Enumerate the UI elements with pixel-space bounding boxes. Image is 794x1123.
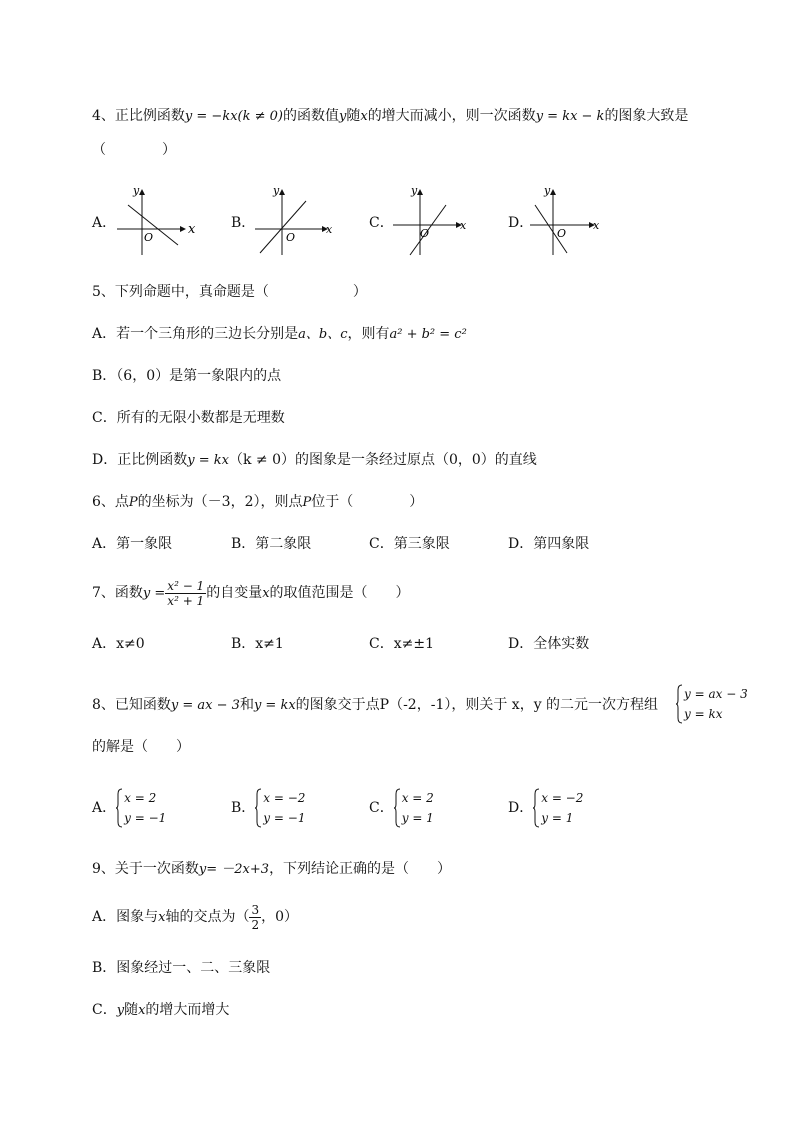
q5-a-text: A．若一个三角形的三边长分别是: [92, 326, 299, 342]
q8-option-label: A．: [92, 800, 117, 816]
q8-system-row-1: y = ax − 3: [684, 687, 748, 701]
question-4: [92, 107, 688, 126]
q9-option-a: [92, 900, 298, 936]
q8-option-row: x = 2: [124, 791, 157, 805]
q8-option-system: [533, 788, 583, 828]
q7-option-b: B．x≠1: [231, 636, 284, 652]
q6-point-p: P: [128, 495, 138, 510]
q4-text: 的增大而减小，则一次函数: [367, 108, 536, 124]
origin-label: O: [144, 231, 154, 244]
q9-text: 9、关于一次函数: [92, 861, 199, 877]
q9-c-text: 的增大而增大: [145, 1002, 230, 1018]
question-6: [92, 493, 423, 512]
y-axis-label: y: [544, 184, 551, 197]
q6-option-d: D．第四象限: [508, 536, 590, 552]
q9-option-b: B．图象经过一、二、三象限: [92, 960, 271, 976]
q4-text: 随: [346, 108, 361, 124]
q9-a-var-x: x: [158, 910, 166, 925]
q9-c-var-x: x: [138, 1003, 146, 1018]
origin-label: O: [286, 231, 296, 244]
x-axis-label: x: [593, 219, 600, 232]
q9-c-text: 随: [124, 1002, 139, 1018]
q7-denominator: x² + 1: [167, 593, 205, 608]
q8-option-row: x = −2: [541, 791, 584, 805]
q8-option-b: [231, 788, 305, 828]
q9-c-var-y: y: [116, 1003, 125, 1018]
q8-func-1: y = ax − 3: [170, 698, 240, 713]
q7-text: 的自变量: [206, 585, 263, 601]
q4-expr-proportional: y = −kx(k ≠ 0): [184, 109, 283, 124]
q4-var-x: x: [360, 109, 368, 124]
q8-text: 8、已知函数: [92, 697, 171, 713]
q8-option-label: D．: [508, 800, 534, 816]
q4-option-d-graph: [525, 183, 610, 258]
q8-option-system: [394, 788, 434, 828]
brace-icon: [676, 684, 682, 724]
q9-c-text: C．: [92, 1002, 117, 1018]
q8-text: 的图象交于点P（-2，-1），则关于 x，y 的二元一次方程组: [295, 697, 659, 713]
q5-option-d: [92, 451, 537, 470]
q4-option-b-label: B．: [231, 215, 256, 231]
brace-icon: [116, 788, 122, 828]
q9-a-text: 轴的交点为（: [165, 909, 250, 925]
q5-d-text: D．正比例函数: [92, 452, 188, 468]
q9-option-c: [92, 1001, 229, 1020]
q6-point-p: P: [302, 495, 312, 510]
q5-option-a: [92, 325, 467, 344]
q6-text: 6、点: [92, 494, 129, 510]
q7-text: 的取值范围是（ ）: [269, 585, 410, 601]
q4-option-c-label: C．: [369, 215, 394, 231]
y-axis-label: y: [133, 184, 140, 197]
q8-equation-system: [676, 684, 748, 724]
q4-option-b-graph: [250, 183, 335, 258]
q4-text: 正比例函数: [114, 108, 185, 124]
x-axis-label: x: [326, 223, 333, 236]
q6-option-c: C．第三象限: [369, 536, 450, 552]
q8-option-row: y = −1: [124, 811, 167, 825]
q4-option-a-graph: [112, 183, 197, 258]
q9-a-text: ，0）: [261, 909, 299, 925]
q8-option-label: B．: [231, 800, 256, 816]
y-axis-label: y: [273, 184, 280, 197]
q5-a-vars: a、b、c: [298, 327, 348, 342]
q7-var-x: x: [262, 586, 270, 601]
y-axis-label: y: [411, 184, 418, 197]
q5-a-text: ，则有: [347, 326, 390, 342]
q6-text: 的坐标为（－3，2），则点: [137, 494, 303, 510]
origin-label: O: [420, 227, 430, 240]
q4-option-a-label: A．: [92, 215, 117, 231]
q7-y-eq: y =: [142, 586, 166, 601]
q6-text: 位于（ ）: [311, 494, 424, 510]
q9-text: ，下列结论正确的是（ ）: [269, 861, 452, 877]
q7-fraction: [165, 579, 206, 608]
q4-var-y: y: [338, 109, 347, 124]
question-5: 5、下列命题中，真命题是（ ）: [92, 284, 367, 300]
q7-option-c: C．x≠±1: [369, 636, 434, 652]
x-axis-label: x: [460, 219, 467, 232]
q8-option-row: y = 1: [541, 811, 574, 825]
q8-option-row: x = 2: [401, 791, 434, 805]
q4-option-c-graph: [388, 183, 473, 258]
q8-option-row: x = −2: [263, 791, 306, 805]
q8-option-row: y = 1: [401, 811, 434, 825]
q7-option-d: D．全体实数: [508, 636, 590, 652]
q8-func-2: y = kx: [253, 698, 296, 713]
q8-option-row: y = −1: [263, 811, 306, 825]
q5-d-text: （k ≠ 0）的图象是一条经过原点（0，0）的直线: [228, 452, 537, 468]
q9-a-text: A．图象与: [92, 909, 159, 925]
q9-a-fraction: [249, 903, 261, 932]
question-8: [92, 696, 658, 715]
q4-option-d-label: D．: [508, 215, 534, 231]
q5-d-expr: y = kx: [187, 453, 229, 468]
q6-option-b: B．第二象限: [231, 536, 312, 552]
q5-option-b: B．（6，0）是第一象限内的点: [92, 368, 282, 384]
q4-text: 的函数值: [282, 108, 339, 124]
q8-option-d: [508, 788, 583, 828]
brace-icon: [394, 788, 400, 828]
q9-a-denominator: 2: [251, 917, 260, 932]
q7-numerator: x² − 1: [167, 578, 205, 593]
q6-option-a: A．第一象限: [92, 536, 173, 552]
q8-option-system: [255, 788, 305, 828]
q4-number: 4、: [92, 108, 115, 124]
q4-expr-linear: y = kx − k: [535, 109, 605, 124]
q5-a-expr: a² + b² = c²: [389, 327, 467, 342]
q8-system-row-2: y = kx: [684, 707, 723, 721]
brace-icon: [255, 788, 261, 828]
question-7: [92, 576, 410, 612]
q7-text: 7、函数: [92, 585, 143, 601]
q9-a-numerator: 3: [251, 902, 260, 917]
q7-option-a: A．x≠0: [92, 636, 145, 652]
q8-text: 和: [239, 697, 254, 713]
q4-text: 的图象大致是: [604, 108, 689, 124]
q8-option-c: [369, 788, 434, 828]
origin-label: O: [557, 227, 567, 240]
q5-option-c: C．所有的无限小数都是无理数: [92, 410, 285, 426]
x-axis-label: x: [188, 222, 196, 237]
q8-option-system: [116, 788, 166, 828]
brace-icon: [533, 788, 539, 828]
q9-expr: y= －2x+3: [198, 862, 270, 877]
question-9: [92, 860, 451, 879]
q8-text-line-2: 的解是（ ）: [92, 739, 190, 755]
q4-answer-blank: （ ）: [92, 142, 176, 158]
q8-option-label: C．: [369, 800, 394, 816]
q8-option-a: [92, 788, 166, 828]
